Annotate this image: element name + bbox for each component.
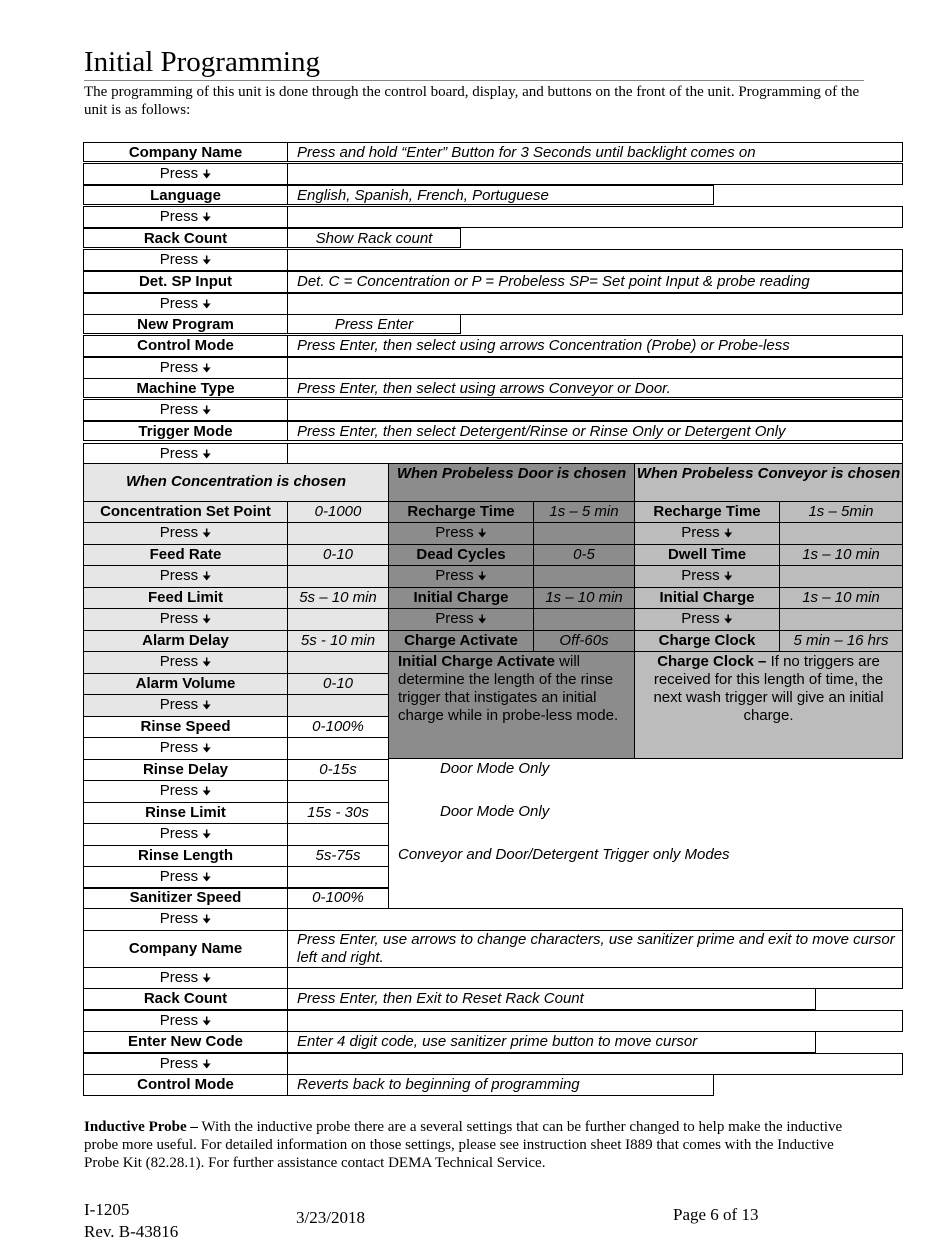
press-row: [83, 443, 288, 465]
press-row: [83, 737, 288, 760]
press-label: Press: [159, 295, 199, 312]
press-label: Press: [159, 165, 199, 182]
conc-label-rinse-length: Rinse Length: [83, 845, 288, 867]
empty-cell: [533, 565, 635, 588]
press-label: Press: [159, 825, 199, 842]
empty-cell: [287, 608, 389, 631]
press-label: Press: [159, 782, 199, 799]
conc-value-feed-rate: 0-10: [287, 544, 389, 566]
row-desc-machine-type: Press Enter, then select using arrows Conveyor or Door.: [287, 378, 903, 398]
press-row: [388, 522, 534, 545]
empty-cell: [779, 565, 903, 588]
press-row: [83, 163, 288, 185]
press-label: Press: [681, 524, 720, 541]
press-row: [83, 293, 288, 315]
empty-cell: [287, 737, 389, 760]
door-value-dead-cycles: 0-5: [533, 544, 635, 566]
press-label: Press: [159, 359, 199, 376]
row-desc-new-program: Press Enter: [287, 314, 461, 334]
conc-value-rinse-limit: 15s - 30s: [287, 802, 389, 824]
press-row: [83, 823, 288, 846]
press-row: [83, 866, 288, 889]
down-arrow-icon: 🠋: [477, 571, 487, 583]
down-arrow-icon: 🠋: [202, 973, 212, 985]
down-arrow-icon: 🠋: [723, 528, 733, 540]
down-arrow-icon: 🠋: [202, 405, 212, 417]
title-rule: [84, 80, 864, 81]
press-label: Press: [681, 610, 720, 627]
down-arrow-icon: 🠋: [202, 614, 212, 626]
page-number: Page 6 of 13: [673, 1205, 759, 1224]
note-rinse-limit: Door Mode Only: [440, 803, 550, 820]
down-arrow-icon: 🠋: [202, 449, 212, 461]
press-row: [83, 1053, 288, 1075]
door-label-initial-charge: Initial Charge: [388, 587, 534, 609]
press-label: Press: [159, 401, 199, 418]
press-row: [388, 608, 534, 631]
conveyor-value-charge-clock: 5 min – 16 hrs: [779, 630, 903, 652]
bottom-desc-company-name: Press Enter, use arrows to change characters, use sanitizer prime and exit to move cursor left and right.: [287, 930, 903, 968]
bottom-label-control-mode: Control Mode: [83, 1074, 288, 1096]
press-label: Press: [159, 868, 199, 885]
conveyor-note: [634, 651, 903, 759]
down-arrow-icon: 🠋: [477, 614, 487, 626]
empty-cell: [287, 780, 389, 803]
inductive-probe-text: With the inductive probe there are a several settings that can be further changed to help make the inductive probe more useful. For detailed information on those settings, please see instruction sheet I889 that comes with the Inductive Probe Kit (82.28.1). For further assistance contact DEMA Technical Service.: [84, 1119, 843, 1171]
row-label-language: Language: [83, 185, 288, 205]
down-arrow-icon: 🠋: [202, 743, 212, 755]
press-row: [83, 651, 288, 674]
probeless-door-header: When Probeless Door is chosen: [388, 463, 635, 503]
door-label-recharge-time: Recharge Time: [388, 501, 534, 523]
bottom-label-enter-new-code: Enter New Code: [83, 1031, 288, 1053]
press-label: Press: [435, 524, 474, 541]
down-arrow-icon: 🠋: [202, 299, 212, 311]
row-desc-control-mode: Press Enter, then select using arrows Concentration (Probe) or Probe-less: [287, 335, 903, 357]
press-label: Press: [159, 208, 199, 225]
conc-label-rinse-delay: Rinse Delay: [83, 759, 288, 781]
conveyor-value-initial-charge: 1s – 10 min: [779, 587, 903, 609]
empty-cell: [287, 293, 903, 315]
conc-label-concentration-set-point: Concentration Set Point: [83, 501, 288, 523]
down-arrow-icon: 🠋: [723, 571, 733, 583]
down-arrow-icon: 🠋: [202, 786, 212, 798]
bottom-desc-enter-new-code: Enter 4 digit code, use sanitizer prime button to move cursor: [287, 1031, 816, 1053]
conc-label-sanitizer-speed: Sanitizer Speed: [83, 887, 288, 909]
conc-value-alarm-delay: 5s - 10 min: [287, 630, 389, 652]
press-label: Press: [159, 910, 199, 927]
bottom-desc-control-mode: Reverts back to beginning of programming: [287, 1074, 714, 1096]
conveyor-label-dwell-time: Dwell Time: [634, 544, 780, 566]
conc-value-rinse-length: 5s-75s: [287, 845, 389, 867]
press-row: [83, 780, 288, 803]
empty-cell: [287, 823, 389, 846]
conveyor-label-initial-charge: Initial Charge: [634, 587, 780, 609]
down-arrow-icon: 🠋: [202, 872, 212, 884]
empty-cell: [533, 608, 635, 631]
door-label-charge-activate: Charge Activate: [388, 630, 534, 652]
conc-label-alarm-volume: Alarm Volume: [83, 673, 288, 695]
empty-cell: [287, 565, 389, 588]
press-row: [634, 565, 780, 588]
conc-value-rinse-delay: 0-15s: [287, 759, 389, 781]
press-row: [83, 249, 288, 271]
conveyor-note-title: Charge Clock –: [657, 653, 767, 670]
empty-cell: [287, 357, 903, 379]
row-label-company-name: Company Name: [83, 142, 288, 162]
empty-cell: [287, 1053, 903, 1075]
press-label: Press: [159, 969, 199, 986]
row-desc-rack-count: Show Rack count: [287, 228, 461, 248]
empty-cell: [287, 866, 389, 889]
bottom-label-company-name: Company Name: [83, 930, 288, 968]
press-label: Press: [159, 739, 199, 756]
conc-label-feed-rate: Feed Rate: [83, 544, 288, 566]
press-label: Press: [159, 445, 199, 462]
conc-label-rinse-limit: Rinse Limit: [83, 802, 288, 824]
door-value-charge-activate: Off-60s: [533, 630, 635, 652]
empty-cell: [287, 206, 903, 228]
bottom-label-rack-count: Rack Count: [83, 988, 288, 1010]
row-desc-company-name: Press and hold “Enter” Button for 3 Seconds until backlight comes on: [287, 142, 903, 162]
press-row: [83, 399, 288, 421]
empty-cell: [287, 443, 903, 465]
door-value-recharge-time: 1s – 5 min: [533, 501, 635, 523]
row-desc-det-sp-input: Det. C = Concentration or P = Probeless SP= Set point Input & probe reading: [287, 271, 903, 293]
conc-value-alarm-volume: 0-10: [287, 673, 389, 695]
footer-date: 3/23/2018: [296, 1208, 365, 1227]
press-row: [83, 357, 288, 379]
press-row: [83, 608, 288, 631]
press-label: Press: [159, 1055, 199, 1072]
row-label-new-program: New Program: [83, 314, 288, 334]
door-label-dead-cycles: Dead Cycles: [388, 544, 534, 566]
down-arrow-icon: 🠋: [202, 657, 212, 669]
press-row: [83, 206, 288, 228]
door-note-title: Initial Charge Activate: [398, 653, 555, 670]
page-title: Initial Programming: [84, 46, 320, 78]
press-row: [388, 565, 534, 588]
empty-cell: [287, 399, 903, 421]
empty-cell: [287, 249, 903, 271]
down-arrow-icon: 🠋: [202, 255, 212, 267]
empty-cell: [287, 522, 389, 545]
conc-value-rinse-speed: 0-100%: [287, 716, 389, 738]
press-label: Press: [159, 653, 199, 670]
row-label-det-sp-input: Det. SP Input: [83, 271, 288, 293]
conc-value-concentration-set-point: 0-1000: [287, 501, 389, 523]
press-label: Press: [681, 567, 720, 584]
row-desc-trigger-mode: Press Enter, then select Detergent/Rinse or Rinse Only or Detergent Only: [287, 421, 903, 441]
conveyor-label-recharge-time: Recharge Time: [634, 501, 780, 523]
press-label: Press: [159, 251, 199, 268]
conveyor-note-text: If no triggers are received for this length of time, the next wash trigger will give an initial charge.: [653, 653, 884, 724]
doc-id: I-1205: [84, 1200, 130, 1219]
press-row: [83, 967, 288, 989]
down-arrow-icon: 🠋: [202, 700, 212, 712]
down-arrow-icon: 🠋: [723, 614, 733, 626]
press-row: [83, 694, 288, 717]
press-row: [634, 522, 780, 545]
inductive-probe-title: Inductive Probe –: [84, 1119, 198, 1135]
conc-value-sanitizer-speed: 0-100%: [287, 887, 389, 909]
door-value-initial-charge: 1s – 10 min: [533, 587, 635, 609]
down-arrow-icon: 🠋: [202, 1059, 212, 1071]
empty-cell: [287, 1010, 903, 1032]
row-label-trigger-mode: Trigger Mode: [83, 421, 288, 441]
press-label: Press: [159, 696, 199, 713]
down-arrow-icon: 🠋: [202, 571, 212, 583]
conveyor-value-dwell-time: 1s – 10 min: [779, 544, 903, 566]
press-row: [83, 565, 288, 588]
empty-cell: [779, 522, 903, 545]
row-label-machine-type: Machine Type: [83, 378, 288, 398]
press-row: [83, 1010, 288, 1032]
row-desc-language: English, Spanish, French, Portuguese: [287, 185, 714, 205]
conc-label-rinse-speed: Rinse Speed: [83, 716, 288, 738]
press-label: Press: [159, 524, 199, 541]
press-row: [83, 522, 288, 545]
press-row: [634, 608, 780, 631]
conc-value-feed-limit: 5s – 10 min: [287, 587, 389, 609]
conveyor-value-recharge-time: 1s – 5min: [779, 501, 903, 523]
empty-cell: [287, 967, 903, 989]
empty-cell: [779, 608, 903, 631]
empty-cell: [287, 163, 903, 185]
down-arrow-icon: 🠋: [202, 1016, 212, 1028]
press-label: Press: [435, 610, 474, 627]
empty-cell: [533, 522, 635, 545]
press-label: Press: [435, 567, 474, 584]
note-rinse-delay: Door Mode Only: [440, 760, 550, 777]
down-arrow-icon: 🠋: [202, 829, 212, 841]
down-arrow-icon: 🠋: [202, 528, 212, 540]
bottom-desc-rack-count: Press Enter, then Exit to Reset Rack Count: [287, 988, 816, 1010]
down-arrow-icon: 🠋: [202, 914, 212, 926]
door-note-text: will determine the length of the rinse trigger that instigates an initial charge while in probe-less mode.: [398, 653, 619, 724]
press-label: Press: [159, 1012, 199, 1029]
conc-label-feed-limit: Feed Limit: [83, 587, 288, 609]
press-label: Press: [159, 610, 199, 627]
inductive-probe-paragraph: [84, 1118, 859, 1172]
row-label-rack-count: Rack Count: [83, 228, 288, 248]
door-note: [388, 651, 635, 759]
empty-cell: [287, 694, 389, 717]
empty-cell: [287, 651, 389, 674]
down-arrow-icon: 🠋: [477, 528, 487, 540]
press-row: [83, 908, 288, 931]
down-arrow-icon: 🠋: [202, 363, 212, 375]
down-arrow-icon: 🠋: [202, 169, 212, 181]
revision: Rev. B-43816: [84, 1222, 179, 1241]
empty-cell: [287, 908, 903, 931]
press-label: Press: [159, 567, 199, 584]
conc-label-alarm-delay: Alarm Delay: [83, 630, 288, 652]
note-rinse-length: Conveyor and Door/Detergent Trigger only Modes: [398, 846, 730, 863]
down-arrow-icon: 🠋: [202, 212, 212, 224]
intro-paragraph: The programming of this unit is done through the control board, display, and buttons on the front of the unit. Programming of the unit is as follows:: [84, 84, 860, 118]
probeless-conveyor-header: When Probeless Conveyor is chosen: [634, 463, 903, 503]
concentration-header: When Concentration is chosen: [83, 463, 389, 503]
conveyor-label-charge-clock: Charge Clock: [634, 630, 780, 652]
row-label-control-mode: Control Mode: [83, 335, 288, 357]
